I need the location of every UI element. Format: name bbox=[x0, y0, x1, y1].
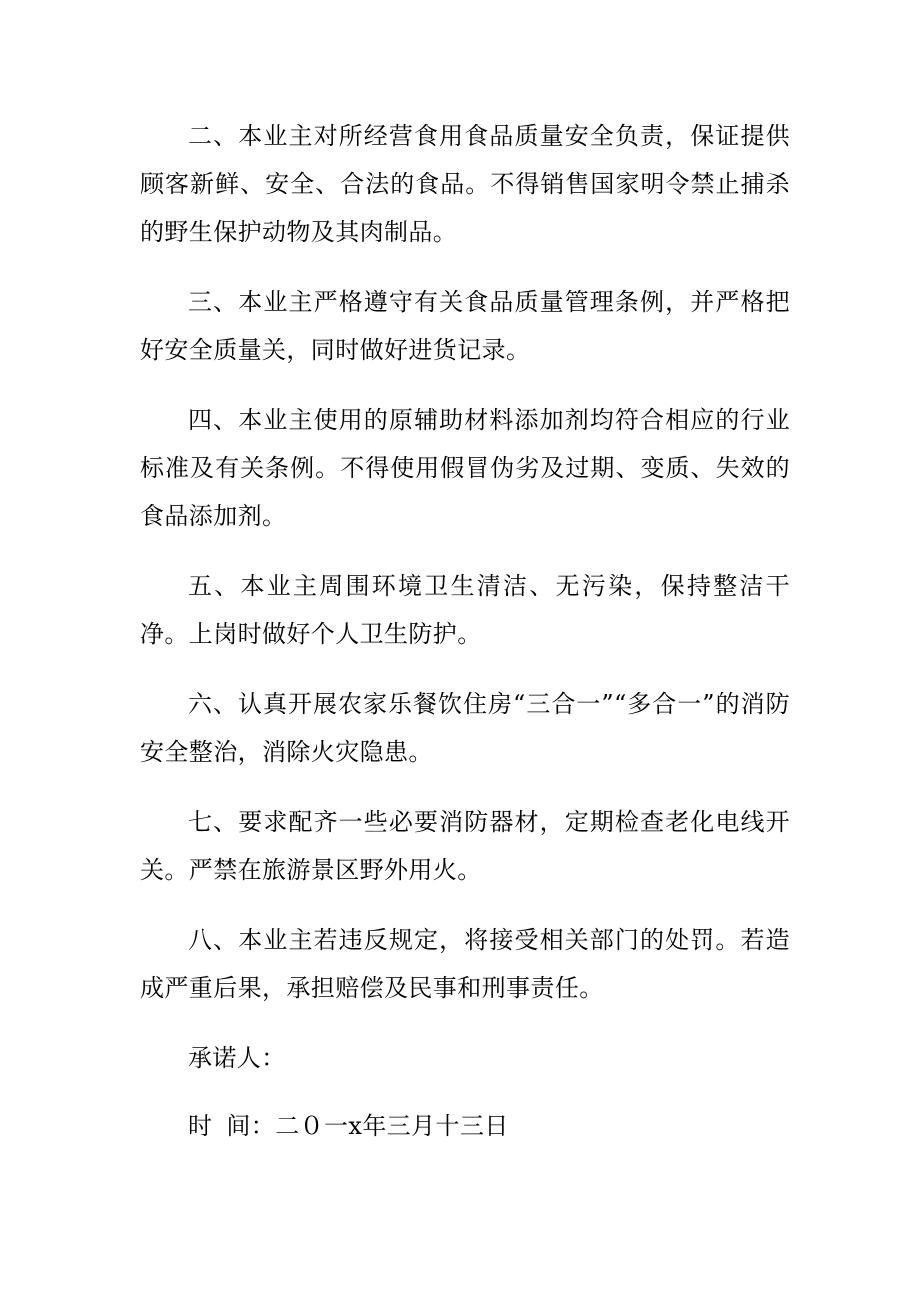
promisor-label: 承诺人： bbox=[188, 1044, 286, 1072]
promisor-line bbox=[140, 1034, 790, 1082]
date-line bbox=[140, 1102, 790, 1150]
clause-6: 六、认真开展农家乐餐饮住房“三合一”“多合一”的消防安全整治，消除火灾隐患。 bbox=[140, 690, 790, 766]
document-page bbox=[140, 112, 790, 1170]
time-label-a: 时 bbox=[188, 1112, 213, 1140]
signing-date: 二０一x年三月十三日 bbox=[275, 1112, 509, 1140]
clause-5: 五、本业主周围环境卫生清洁、无污染，保持整洁干净。上岗时做好个人卫生防护。 bbox=[140, 572, 790, 648]
clause-3: 三、本业主严格遵守有关食品质量管理条例，并严格把好安全质量关，同时做好进货记录。 bbox=[140, 288, 790, 364]
clause-2: 二、本业主对所经营食用食品质量安全负责，保证提供顾客新鲜、安全、合法的食品。不得销售国家明令禁止捕杀的野生保护动物及其肉制品。 bbox=[140, 122, 790, 246]
time-label-b: 间： bbox=[226, 1112, 276, 1140]
clause-7: 七、要求配齐一些必要消防器材，定期检查老化电线开关。严禁在旅游景区野外用火。 bbox=[140, 808, 790, 884]
clause-8: 八、本业主若违反规定，将接受相关部门的处罚。若造成严重后果，承担赔偿及民事和刑事责任。 bbox=[140, 926, 790, 1002]
clause-4: 四、本业主使用的原辅助材料添加剂均符合相应的行业标准及有关条例。不得使用假冒伪劣及过期、变质、失效的食品添加剂。 bbox=[140, 406, 790, 530]
